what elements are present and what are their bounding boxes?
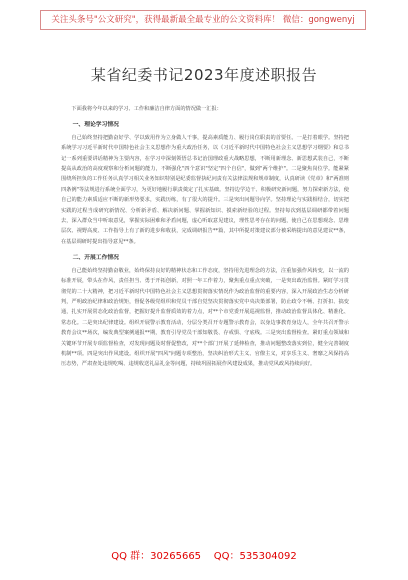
header-banner bbox=[40, 10, 366, 30]
intro-paragraph: 下面我将今年以来的学习、工作和廉洁自律方面的情况做一汇报： bbox=[71, 106, 222, 112]
section-heading-work: 二、开展工作情况 bbox=[72, 255, 119, 262]
banner-text: 关注头条号"公文研究"，获得最新最全最专业的公文资料库！ 微信：gongwenyj bbox=[51, 15, 355, 25]
document-body bbox=[61, 104, 349, 370]
page-title: 某省纪委书记2023年度述职报告 bbox=[90, 66, 318, 84]
section-study-paragraph: 自己始终坚持把勤奋好学、学以致用作为立身做人干事，提高素质能力、履行岗位职责的首要任。一是打着眼学。坚持把系统学习习近平新时代中国特色社会主义思想作为重大政治任务，以《习近平新时代中国特色社会主义思想学习纲要》和总书记一系列重要讲话精神为主要内容，在学习中深刻领悟总书记治国理政重大战略思想，不断用新理念、新思想武装自己，不断提高从政治的高度观察和分析问题的能力，不断强化"四个意识"坚定"四个自信"，做到"两个维护"。二是聚焦岗位学。能紧紧围绕所担负的工作任务认真学习相关业务知识特别是纪委监督执纪问责有关法律法规和规章制度，认真研读《党章》和"两准则四条例"等法规进行系统全面学习，为更好地履行职责奠定了扎实基础。坚持边学边干、积极研究新问题，努力探索新方法，使自己的能力素质适应不断的新形势要求，实践历练，有了很大的提升。三是突出问题导向学。坚持理论与实践相结合，切实把实践的过程当成研究新情况、分析新矛盾、解决新问题、掌握新知识、摸索新经验的过程。坚持每次到基层调研都带着问题去，深入群众当中听取意见，掌握实际困难和矛盾问题，虚心听取意见建议，理性思考存在的问题，使自己在思想观念、思维层次、视野高度、工作指导上有了新的进步和收获，完成调研报告**篇，其中所提对策建议部分被采纳提出的意见建议**条，在基层调研时提出指导意见**条。 bbox=[61, 134, 349, 245]
footer-contact: QQ 群：30265665 QQ：535304092 bbox=[111, 551, 297, 562]
section-heading-study: 一、理论学习情况 bbox=[72, 122, 119, 129]
section-work-paragraph: 自己能始终坚持勤奋敬业，始终保持良好的精神状态和工作态度，坚持用先进理念的方法，注重加强作风转变，以一流的标准开展，带头在作风，责任担当、勇于开拓创新，对照一年工作着力，聚焦重点重点突破，一是突出政治监督。紧盯学习贯彻党的二十大精神，把习近平新时代中国特色社会主义思想贯彻落实情况作为政治监督的重要内容，深入开展政治生态分析研判，严明政治纪律和政治规矩，督促各级党组织和党员干部自觉坚决贯彻落实党中央决策部署，防止政令不畅、打折扣、搞变通，扎实开展常态化政治监督，把握好提升监督质效的着力点，对**个市党委开展巡视监督，推动政治监督具体化、精准化、常态化。二是突出纪律建设。组织开展警示教育活动，分层分类召开专题警示教育会，以身边事教育身边人，全年共召开警示教育会议**场次，编发典型案例通报**期，教育引导党员干部知敬畏、存戒惧、守底线。三是突出监督检查。紧盯重点领域和关键环节开展专项监督检查，对发现问题及时督促整改，对**个部门开展了延伸检查，推动问题整改落实到位，健全完善制度机制**项。四是突出作风建设。组织开展"四风"问题专项整治，坚决纠治形式主义、官僚主义，对享乐主义、奢靡之风保持高压态势，严肃查处违规吃喝、违规收送礼品礼金等问题，持续巩固拓展作风建设成果，推动党风政风持续向好。 bbox=[61, 267, 349, 368]
